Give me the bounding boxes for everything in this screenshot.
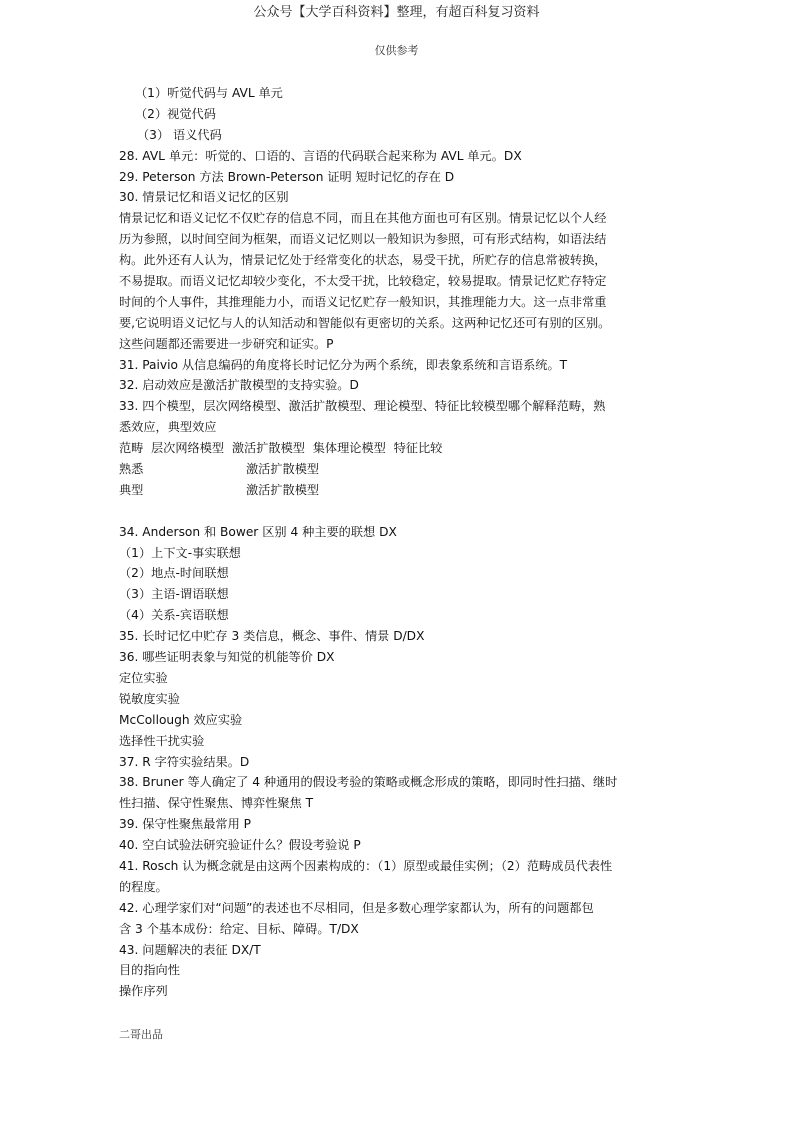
text-line: 含 3 个基本成份：给定、目标、障碍。T/DX — [119, 921, 359, 936]
list-item: （1）上下文-事实联想 — [119, 545, 241, 560]
text-line: 悉效应，典型效应 — [119, 420, 217, 435]
list-item: （4）关系-宾语联想 — [119, 608, 229, 623]
text-line: 29. Peterson 方法 Brown-Peterson 证明 短时记忆的存在 D — [119, 169, 455, 184]
document-body — [119, 83, 679, 1002]
text-line: 定位实验 — [119, 670, 168, 685]
text-line: 选择性干扰实验 — [119, 733, 205, 748]
text-line: 37. R 字符实验结果。D — [119, 754, 250, 769]
text-line: 锐敏度实验 — [119, 691, 180, 706]
text-line: 的程度。 — [119, 879, 168, 894]
text-line: 30. 情景记忆和语义记忆的区别 — [119, 190, 289, 205]
text-line: 历为参照，以时间空间为框架，而语义记忆则以一般知识为参照，可有形式结构，如语法结 — [119, 232, 607, 247]
text-line: 性扫描、保守性聚焦、博弈性聚焦 T — [119, 796, 314, 811]
page-header-subtitle: 仅供参考 — [374, 44, 419, 57]
text-line: 32. 启动效应是激活扩散模型的支持实验。D — [119, 378, 359, 393]
text-line: 31. Paivio 从信息编码的角度将长时记忆分为两个系统，即表象系统和言语系统。T — [119, 357, 568, 372]
table-row-models: 层次网络模型 激活扩散模型 集体理论模型 特征比较 — [151, 441, 443, 456]
text-line: 时间的个人事件，其推理能力小，而语义记忆贮存一般知识，其推理能力大。这一点非常重 — [119, 294, 607, 309]
list-item: （1）听觉代码与 AVL 单元 — [135, 86, 283, 100]
table-row-label: 熟悉 — [119, 462, 144, 477]
text-line: 34. Anderson 和 Bower 区别 4 种主要的联想 DX — [119, 524, 397, 539]
list-item: （2）视觉代码 — [135, 106, 216, 121]
text-line: 41. Rosch 认为概念就是由这两个因素构成的：（1）原型或最佳实例；（2）范畴成员代表性 — [119, 858, 613, 873]
text-line: 38. Bruner 等人确定了 4 种通用的假设考验的策略或概念形成的策略，即同时性扫描、继时 — [119, 775, 618, 790]
list-item: （3） 语义代码 — [137, 127, 222, 142]
table-row — [119, 459, 679, 480]
blank-line — [119, 501, 679, 522]
table-row-label: 典型 — [119, 482, 144, 497]
text-line: 目的指向性 — [119, 963, 180, 978]
text-line: 35. 长时记忆中贮存 3 类信息，概念、事件、情景 D/DX — [119, 629, 425, 644]
text-line: 28. AVL 单元：听觉的、口语的、言语的代码联合起来称为 AVL 单元。DX — [119, 148, 522, 163]
table-row-label: 范畴 — [119, 441, 144, 456]
text-line: 40. 空白试验法研究验证什么？假设考验说 P — [119, 838, 361, 853]
text-line: 要,它说明语义记忆与人的认知活动和智能似有更密切的关系。这两种记忆还可有别的区别。 — [119, 315, 611, 330]
table-row — [119, 480, 679, 501]
list-item: （3）主语-谓语联想 — [119, 587, 229, 602]
table-row-models: 激活扩散模型 — [246, 482, 320, 497]
list-item: （2）地点-时间联想 — [119, 566, 229, 581]
text-line: 这些问题都还需要进一步研究和证实。P — [119, 336, 334, 351]
text-line: 不易提取。而语义记忆却较少变化，不太受干扰，比较稳定，较易提取。情景记忆贮存特定 — [119, 274, 607, 289]
page-footer: 二哥出品 — [119, 1028, 163, 1041]
page-header-title: 公众号【大学百科资料】整理，有超百科复习资料 — [253, 5, 540, 20]
text-line: 36. 哪些证明表象与知觉的机能等价 DX — [119, 650, 335, 665]
text-line: 43. 问题解决的表征 DX/T — [119, 942, 261, 957]
text-line: 操作序列 — [119, 984, 168, 999]
text-line: McCollough 效应实验 — [119, 712, 243, 727]
text-line: 构。此外还有人认为，情景记忆处于经常变化的状态，易受干扰，所贮存的信息常被转换， — [119, 253, 607, 268]
table-row-models: 激活扩散模型 — [246, 462, 320, 477]
text-line: 42. 心理学家们对“问题”的表述也不尽相同，但是多数心理学家都认为，所有的问题都包 — [119, 900, 594, 915]
table-row — [119, 438, 679, 459]
text-line: 33. 四个模型，层次网络模型、激活扩散模型、理论模型、特征比较模型哪个解释范畴，熟 — [119, 399, 606, 414]
text-line: 39. 保守性聚焦最常用 P — [119, 817, 251, 832]
text-line: 情景记忆和语义记忆不仅贮存的信息不同，而且在其他方面也可有区别。情景记忆以个人经 — [119, 211, 607, 226]
